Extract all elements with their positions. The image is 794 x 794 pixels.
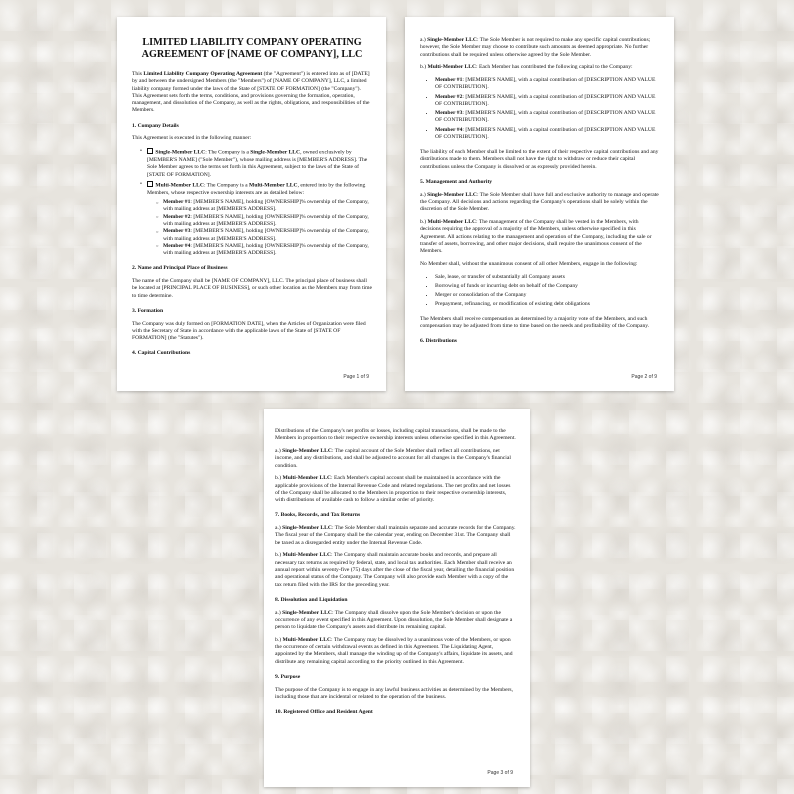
multi-member-option: • Multi-Member LLC: The Company is a Multi-Member LLC, entered into by the following Members, whose respective ownership interests are as detailed below: ○ Member #1: [MEMBER'S NAME], holding [OWNERSHIP]% ownership of the Company, with mailing address at [MEMBER'S ADDRESS]. ○ Member #2: [MEMBER'S NAME], holding [OWNERSHIP]% ownership of the Company, with mailing address at [MEMBER'S ADDRESS]. ○ Member #3: [MEMBER'S NAME], holding [OWNERSHIP]% ownership of the Company, with mailing address at [MEMBER'S ADDRESS]. ○ Member #4: [MEMBER'S NAME], holding [OWNERSHIP]% ownership of the Company, with mailing address at [MEMBER'S ADDRESS]. bbox=[141, 181, 372, 257]
dissolution-multi-paragraph: b.) Multi-Member LLC: The Company may be dissolved by a unanimous vote of the Members, or upon the occurrence of certain withdrawal events as defined in this Agreement. The Liquidating Agent, appointed by the Members, shall manage the winding up of the Company's affairs, liquidate its assets, and distribute any remaining capital according to the priority outlined in this Agreement. bbox=[275, 636, 513, 665]
document-title: LIMITED LIABILITY COMPANY OPERATING AGREEMENT OF [NAME OF COMPANY], LLC bbox=[141, 37, 363, 61]
page-number: Page 1 of 9 bbox=[343, 373, 369, 380]
section-heading-management: 5. Management and Authority bbox=[420, 178, 493, 185]
member-list bbox=[147, 199, 372, 257]
contribution-list bbox=[420, 77, 660, 141]
section-heading-purpose: 9. Purpose bbox=[275, 673, 301, 680]
document-page-2 bbox=[405, 17, 674, 391]
list-item: • Prepayment, refinancing, or modification of existing debt obligations bbox=[435, 301, 660, 308]
management-multi-paragraph: b.) Multi-Member LLC: The management of the Company shall be vested in the Members, with decisions requiring the approval of a majority of the Members, unless otherwise specified in this Agreement. All actions relating to the management and operation of the Company, including the sale or transfer of assets, borrowing, and other major decisions, shall require the unanimous consent of the Members. bbox=[420, 219, 652, 255]
liability-paragraph: The liability of each Member shall be limited to the extent of their respective capital contributions and any distributions made to them. Members shall not have the right to withdraw or reduce their capital contributions unless the Company is dissolved or as expressly provided herein. bbox=[420, 149, 659, 170]
formation-paragraph: The Company was duly formed on [FORMATION DATE], when the Articles of Organization were filed with the Secretary of State in accordance with the applicable laws of the State of [STATE OF FORMATION] (the "Statutes"). bbox=[132, 320, 366, 342]
section-heading-company-details: 1. Company Details bbox=[132, 122, 179, 129]
name-place-paragraph: The name of the Company shall be [NAME OF COMPANY], LLC. The principal place of business shall be located at [PRINCIPAL PLACE OF BUSINESS], or such other location as the Members may from time to time determine. bbox=[132, 278, 372, 299]
document-page-3 bbox=[264, 409, 530, 787]
member-item: ○ Member #2: [MEMBER'S NAME], holding [OWNERSHIP]% ownership of the Company, with mailing address at [MEMBER'S ADDRESS]. bbox=[157, 214, 372, 229]
section-heading-distributions: 6. Distributions bbox=[420, 338, 457, 345]
page-number: Page 2 of 9 bbox=[631, 373, 657, 380]
executed-paragraph: This Agreement is executed in the following manner: bbox=[132, 135, 252, 142]
member-item: ○ Member #3: [MEMBER'S NAME], holding [OWNERSHIP]% ownership of the Company, with mailing address at [MEMBER'S ADDRESS]. bbox=[157, 228, 372, 243]
books-single-paragraph: a.) Single-Member LLC: The Sole Member shall maintain separate and accurate records for the Company. The fiscal year of the Company shall be the calendar year, ending on December 31st. The Company shall be taxed as a disregarded entity under the Internal Revenue Code. bbox=[275, 525, 516, 546]
single-member-option: • Single-Member LLC: The Company is a Single-Member LLC, owned exclusively by [MEMBER'S NAME] ("Sole Member"), whose mailing address is [MEMBER'S ADDRESS]. The Sole Member agrees to the terms set forth in this Agreement, subject to the laws of the State of [STATE OF FORMATION]. bbox=[141, 148, 372, 179]
list-item: • Borrowing of funds or incurring debt on behalf of the Company bbox=[435, 283, 660, 290]
contribution-item: • Member #2: [MEMBER'S NAME], with a capital contribution of [DESCRIPTION AND VALUE OF CONTRIBUTION]. bbox=[435, 94, 660, 109]
section-heading-name-place: 2. Name and Principal Place of Business bbox=[132, 265, 228, 272]
books-multi-paragraph: b.) Multi-Member LLC: The Company shall maintain accurate books and records, and prepare all necessary tax returns as required by federal, state, and local tax authorities. Each Member shall receive an annual report within seventy-five (75) days after the close of the fiscal year, detailing the financial position and operational status of the Company. The Company will also provide each Member with a copy of the tax return filed with the IRS for the preceding year. bbox=[275, 552, 515, 588]
member-item: ○ Member #1: [MEMBER'S NAME], holding [OWNERSHIP]% ownership of the Company, with mailing address at [MEMBER'S ADDRESS]. bbox=[157, 199, 372, 214]
distributions-paragraph: Distributions of the Company's net profits or losses, including capital transactions, shall be made to the Members in proportion to their respective ownership interests unless otherwise specified in this Agreement. bbox=[275, 428, 516, 442]
capital-single-paragraph: a.) Single-Member LLC: The Sole Member is not required to make any specific capital contributions; however, the Sole Member may choose to contribute such amounts as deemed appropriate. No further contributions shall be required unless otherwise agreed by the Sole Member. bbox=[420, 37, 651, 58]
capital-multi-paragraph: b.) Multi-Member LLC: Each Member has contributed the following capital to the Company: bbox=[420, 64, 633, 71]
compensation-paragraph: The Members shall receive compensation as determined by a majority vote of the Members, and such compensation may be adjusted from time to time based on the needs and profitability of the Company. bbox=[420, 315, 650, 329]
distributions-single-paragraph: a.) Single-Member LLC: The capital account of the Sole Member shall reflect all contributions, net income, and any distributions, and shall be adjusted to account for all changes in the Company's financial condition. bbox=[275, 448, 511, 469]
page-number: Page 3 of 9 bbox=[487, 769, 513, 776]
llc-type-list bbox=[132, 148, 372, 257]
section-heading-capital: 4. Capital Contributions bbox=[132, 350, 191, 357]
section-heading-books: 7. Books, Records, and Tax Returns bbox=[275, 512, 361, 519]
intro-paragraph: This Limited Liability Company Operating Agreement (the "Agreement") is entered into as of [DATE] by and between the undersigned Members (the "Members") of [NAME OF COMPANY], LLC, a limited liability company formed under the laws of the State of [STATE OF FORMATION] (the "Company"). This Agreement sets forth the terms, conditions, and provisions governing the formation, operation, management, and dissolution of the Company, as well as the rights, obligations, and responsibilities of the Members. bbox=[132, 71, 370, 114]
document-page-1 bbox=[117, 17, 386, 391]
section-heading-registered-office: 10. Registered Office and Resident Agent bbox=[275, 709, 373, 716]
section-heading-dissolution: 8. Dissolution and Liquidation bbox=[275, 596, 348, 603]
section-heading-formation: 3. Formation bbox=[132, 307, 164, 314]
list-item: • Sale, lease, or transfer of substantially all Company assets bbox=[435, 274, 660, 281]
checkbox-icon[interactable] bbox=[147, 148, 153, 154]
purpose-paragraph: The purpose of the Company is to engage in any lawful business activities as determined by the Members, including those that are incidental or related to the operation of the business. bbox=[275, 686, 513, 700]
restricted-actions-list bbox=[420, 274, 660, 309]
contribution-item: • Member #3: [MEMBER'S NAME], with a capital contribution of [DESCRIPTION AND VALUE OF CONTRIBUTION]. bbox=[435, 110, 660, 125]
contribution-item: • Member #1: [MEMBER'S NAME], with a capital contribution of [DESCRIPTION AND VALUE OF CONTRIBUTION]. bbox=[435, 77, 660, 92]
member-item: ○ Member #4: [MEMBER'S NAME], holding [OWNERSHIP]% ownership of the Company, with mailing address at [MEMBER'S ADDRESS]. bbox=[157, 243, 372, 258]
distributions-multi-paragraph: b.) Multi-Member LLC: Each Member's capital account shall be maintained in accordance with the applicable provisions of the Internal Revenue Code and related regulations. The net profits and net losses of the Company shall be allocated to the Members in proportion to their respective ownership interests, with distributions of available cash to follow a similar order of priority. bbox=[275, 475, 511, 504]
contribution-item: • Member #4: [MEMBER'S NAME], with a capital contribution of [DESCRIPTION AND VALUE OF CONTRIBUTION]. bbox=[435, 127, 660, 142]
dissolution-single-paragraph: a.) Single-Member LLC: The Company shall dissolve upon the Sole Member's decision or upon the occurrence of any event specified in this Agreement. Upon dissolution, the Sole Member shall designate a person to liquidate the Company's assets and distribute its remaining capital. bbox=[275, 609, 513, 631]
checkbox-icon[interactable] bbox=[147, 181, 153, 187]
list-item: • Merger or consolidation of the Company bbox=[435, 292, 660, 299]
consent-paragraph: No Member shall, without the unanimous consent of all other Members, engage in the following: bbox=[420, 260, 638, 267]
management-single-paragraph: a.) Single-Member LLC: The Sole Member shall have full and exclusive authority to manage and operate the Company. All decisions and actions regarding the Company's operations shall be solely within the discretion of the Sole Member. bbox=[420, 191, 659, 213]
